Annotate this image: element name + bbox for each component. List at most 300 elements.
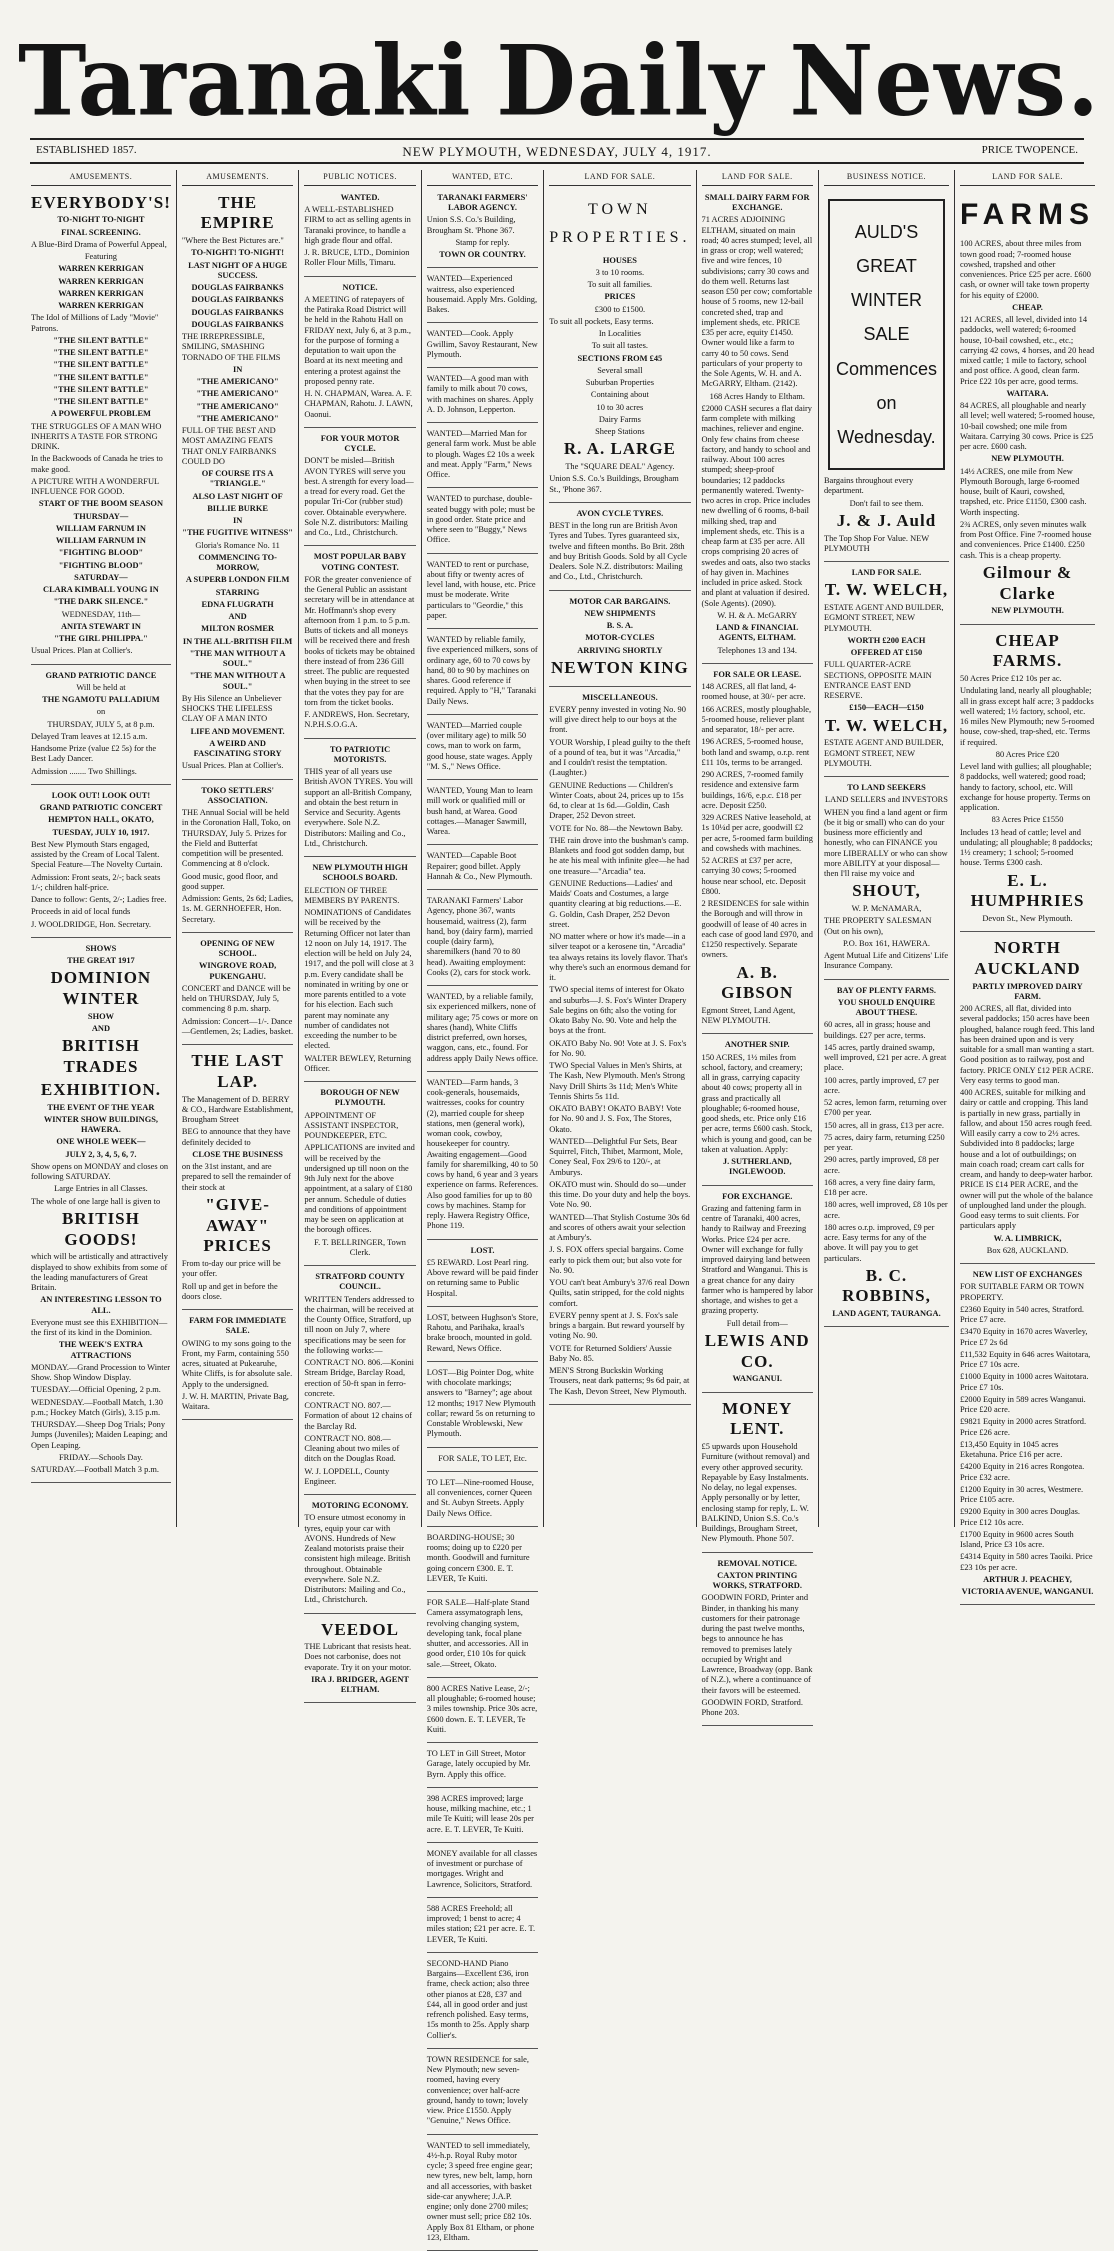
ad-line: Stamp for reply. xyxy=(427,238,538,248)
ad-line: GENUINE Reductions — Children's Winter Coats, about 24, prices up to 15s 6d, to clear at 1s 6d.—Goldin, Cash Draper, 252 Devon street. xyxy=(549,781,690,822)
ad-line: WANGANUI. xyxy=(702,1374,813,1384)
advertisement xyxy=(824,983,949,1328)
ad-line: £150—EACH—£150 xyxy=(824,703,949,713)
ad-line: MONEY LENT. xyxy=(702,1399,813,1440)
advertisement xyxy=(702,190,813,664)
ad-line: WANTED—Farm hands, 3 cook-generals, housemaids, waitresses, cooks for country (2), married couple for sheep stations, men (general work), woman cook, cowboy, housekeeper for country. Awaiting engagement—Good family for sharemilking, 40 to 50 cows by hand, 6 year and 3 years experience on farms. References. Also good families for up to 80 cows by machines. Stamp for reply. Hawera Registry Office, Phone 119. xyxy=(427,1078,538,1232)
ad-line: AVON CYCLE TYRES. xyxy=(549,509,690,519)
ad-line: 2 RESIDENCES for sale within the Borough and will throw in goodwill of lease of 40 acres in each case of good land £970, and £1250 respectively. Separate owners. xyxy=(702,899,813,961)
advertisement xyxy=(427,848,538,890)
ad-line: W. A. LIMBRICK, xyxy=(960,1234,1095,1244)
ad-line: OKATO BABY! OKATO BABY! Vote for No. 90 and J. S. Fox, The Stores, Okato. xyxy=(549,1104,690,1135)
ad-line: NO matter where or how it's made—in a silver teapot or a kerosene tin, "Arcadia" tea always retains its lovely flavor. That's why there's such an enormous demand for it. xyxy=(549,932,690,983)
advertisement xyxy=(427,1846,538,1898)
ad-line: The whole of one large hall is given to xyxy=(31,1197,171,1207)
advertisement xyxy=(427,1595,538,1678)
ad-line: TO-NIGHT TO-NIGHT xyxy=(31,215,171,225)
advertisement xyxy=(549,506,690,591)
ad-line: LOOK OUT! LOOK OUT! xyxy=(31,791,171,801)
ad-line: FRIDAY.—Schools Day. xyxy=(31,1453,171,1463)
ad-line: ONE WHOLE WEEK— xyxy=(31,1137,171,1147)
ad-line: YOU can't beat Ambury's 37/6 real Down Quilts, satin stripped, for the cold nights comfort. xyxy=(549,1278,690,1309)
ad-line: CHEAP FARMS. xyxy=(960,631,1095,672)
ad-line: THE PROPERTY SALESMAN (Out on his own), xyxy=(824,916,949,937)
advertisement xyxy=(427,1530,538,1592)
ad-line: 168 acres, a very fine dairy farm, £18 per acre. xyxy=(824,1178,949,1199)
ad-line: TO ensure utmost economy in tyres, equip your car with AVONS. Hundreds of New Zealand motorists praise their consistent high mileage. British throughout. Obtainable everywhere. Sole N.Z. Distributors: Mailing and Co., Ltd., Christchurch. xyxy=(304,1513,415,1605)
ad-line: OKATO must win. Should do so—under this time. Do your duty and help the boys. Vote No. 90. xyxy=(549,1180,690,1211)
ad-line: TARANAKI FARMERS' LABOR AGENCY. xyxy=(427,193,538,214)
ad-line: EVERY penny spent at J. S. Fox's sale brings a bargain. But reward yourself by voting No. 90. xyxy=(549,1311,690,1342)
ad-line: Featuring xyxy=(31,252,171,262)
ad-line: R. A. LARGE xyxy=(549,439,690,460)
ad-line: WILLIAM FARNUM IN xyxy=(31,524,171,534)
ad-line: 14½ ACRES, one mile from New Plymouth Borough, large 6-roomed house, built of Kauri, cowshed, trapshed, etc. Price £1150, £300 cash. Worth inspecting. xyxy=(960,467,1095,518)
advertisement xyxy=(31,941,171,1483)
ad-line: SHOW xyxy=(31,1012,171,1022)
ad-line: MOTOR-CYCLES xyxy=(549,633,690,643)
column-4 xyxy=(422,170,544,1527)
ad-line: MISCELLANEOUS. xyxy=(549,693,690,703)
ad-line: TUESDAY.—Official Opening, 2 p.m. xyxy=(31,1385,171,1395)
ad-line: W. P. McNAMARA, xyxy=(824,904,949,914)
ad-line: THE IRREPRESSIBLE, SMILING, SMASHING TORNADO OF THE FILMS xyxy=(182,332,293,363)
ad-line: Includes 13 head of cattle; level and undulating; all ploughable; 8 paddocks; 1½ creamery; 1 school; 5-roomed house. Terms £300 cash. xyxy=(960,828,1095,869)
ad-line: "THE SILENT BATTLE" xyxy=(31,336,171,346)
advertisement xyxy=(427,893,538,986)
ad-line: SHOUT, xyxy=(824,881,949,902)
ad-line: THURSDAY.—Sheep Dog Trials; Pony Jumps (Juveniles); Maiden Leaping; and Open Leaping. xyxy=(31,1420,171,1451)
ad-line: PROPERTIES. xyxy=(549,227,690,249)
ad-line: T. W. WELCH, xyxy=(824,716,949,737)
ad-line: GOODWIN FORD, Stratford. Phone 203. xyxy=(702,1698,813,1719)
ad-line: IN xyxy=(182,365,293,375)
advertisement xyxy=(31,668,171,785)
ad-line: THURSDAY, JULY 5, at 8 p.m. xyxy=(31,720,171,730)
column-7 xyxy=(819,170,955,1527)
ad-line: "THE SILENT BATTLE" xyxy=(31,348,171,358)
ad-line: A WELL-ESTABLISHED FIRM to act as selling agents in Taranaki province, to handle a high grade flour and offal. xyxy=(304,205,415,246)
ad-line: LAND FOR SALE. xyxy=(824,568,949,578)
ad-line: £4200 Equity in 216 acres Rongotea. Price £32 acre. xyxy=(960,1462,1095,1483)
ad-line: ESTATE AGENT AND BUILDER, EGMONT STREET, NEW PLYMOUTH. xyxy=(824,738,949,769)
sale-box xyxy=(828,199,945,470)
ad-line: A MEETING of ratepayers of the Patiraka Road District will be held in the Rahotu Hall on FRIDAY next, July 6, at 3 p.m., for the purpose of forming a deputation to wait upon the Board at its next meeting and entering a protest against the proposed penny rate. xyxy=(304,295,415,387)
column-heading: WANTED, ETC. xyxy=(427,170,538,186)
ad-line: LAND & FINANCIAL AGENTS, ELTHAM. xyxy=(702,623,813,644)
ad-line: WARREN KERRIGAN xyxy=(31,301,171,311)
ad-line: WANTED—Capable Boot Repairer; good billet. Apply Hannah & Co., New Plymouth. xyxy=(427,851,538,882)
ad-line: SATURDAY.—Football Match 3 p.m. xyxy=(31,1465,171,1475)
ad-line: THIS year of all years use British AVON TYRES. You will support an all-British Company, and obtain the best return in Service and Security. Agents everywhere. Sole N.Z. Distributors: Mailing and Co., Ltd., Christchurch. xyxy=(304,767,415,849)
ad-line: 145 acres, partly drained swamp, well improved, £21 per acre. A great place. xyxy=(824,1043,949,1074)
ad-line: SHOWS xyxy=(31,944,171,954)
ad-line: Admission: Gents, 2s 6d; Ladies, 1s. M. GERNHOEFER, Hon. Secretary. xyxy=(182,894,293,925)
ad-line: Admission ........ Two Shillings. xyxy=(31,767,171,777)
ad-line: £4314 Equity in 580 acres Taoiki. Price £23 10s per acre. xyxy=(960,1552,1095,1573)
ad-line: STARRING xyxy=(182,588,293,598)
ad-line: "FIGHTING BLOOD" xyxy=(31,561,171,571)
ad-line: START OF THE BOOM SEASON xyxy=(31,499,171,509)
ad-line: Dance to follow: Gents, 2/-; Ladies free. xyxy=(31,895,171,905)
ad-line: MOTOR CAR BARGAINS. xyxy=(549,597,690,607)
advertisement xyxy=(304,1085,415,1266)
ad-line: Several small xyxy=(549,366,690,376)
ad-line: F. ANDREWS, Hon. Secretary, N.P.H.S.O.G.A. xyxy=(304,710,415,731)
ad-line: EVERYBODY'S! xyxy=(31,193,171,214)
ad-line: WANTED. xyxy=(304,193,415,203)
ad-line: Admission: Front seats, 2/-; back seats 1/-; children half-price. xyxy=(31,873,171,894)
ad-line: WORTH £200 EACH xyxy=(824,636,949,646)
ad-line: 588 ACRES Freehold; all improved; 1 benst to acre; 4 miles station; £21 per acre. E. T. LEVER, Te Kuiti. xyxy=(427,1904,538,1945)
ad-line: ESTATE AGENT AND BUILDER, EGMONT STREET, NEW PLYMOUTH. xyxy=(824,603,949,634)
ad-line: VICTORIA AVENUE, WANGANUI. xyxy=(960,1587,1095,1597)
ad-line: CHEAP. xyxy=(960,303,1095,313)
ad-line: BOARDING-HOUSE; 30 rooms; doing up to £220 per month. Goodwill and furniture going concern £300. E. T. LEVER, Te Kuiti. xyxy=(427,1533,538,1584)
ad-line: STRATFORD COUNTY COUNCIL. xyxy=(304,1272,415,1293)
ad-line: FOR SALE OR LEASE. xyxy=(702,670,813,680)
ad-line: MONDAY.—Grand Procession to Winter Show. Shop Window Display. xyxy=(31,1363,171,1384)
advertisement xyxy=(182,1048,293,1310)
ad-line: WANTED to rent or purchase, about fifty or twenty acres of level land, with house, etc. Price must be moderate. Write particulars to "Geordie," this paper. xyxy=(427,560,538,622)
ad-line: WANTED—Cook. Apply Gwillim, Savoy Restaurant, New Plymouth. xyxy=(427,329,538,360)
advertisement xyxy=(427,1451,538,1472)
ad-line: VEEDOL xyxy=(304,1620,415,1641)
ad-line: GRAND PATRIOTIC CONCERT xyxy=(31,803,171,813)
ad-line: "GIVE-AWAY" PRICES xyxy=(182,1195,293,1257)
advertisement xyxy=(427,491,538,553)
column-heading: BUSINESS NOTICE. xyxy=(824,170,949,186)
ad-line: NORTH AUCKLAND xyxy=(960,938,1095,979)
ad-line: THE Lubricant that resists heat. Does not carbonise, does not evaporate. Try it on your motor. xyxy=(304,1642,415,1673)
ad-line: GOODWIN FORD, Printer and Binder, in thanking his many customers for their patronage during the past twelve months, begs to announce he has removed to premises lately occupied by Wright and Lawrence, Broadway (opp. Bank of N.Z.), where a continuance of their favors will be esteemed. xyxy=(702,1593,813,1696)
ad-line: 168 Acres Handy to Eltham. xyxy=(702,392,813,402)
ad-line: J. W. H. MARTIN, Private Bag, Waitara. xyxy=(182,1392,293,1413)
column-5 xyxy=(544,170,696,1527)
ad-line: TOWN RESIDENCE for sale, New Plymouth; new seven-roomed, having every convenience; over half-acre ground, handy to town; lovely view. Price £1550. Apply "Genuine," News Office. xyxy=(427,2055,538,2127)
ad-line: 196 ACRES, 5-roomed house, both land and swamp, o.r.p. rent £11 10s, terms to be arranged. xyxy=(702,737,813,768)
ad-line: "THE AMERICANO" xyxy=(182,414,293,424)
ad-line: THE rain drove into the bushman's camp. Blankets and food got sodden damp, but he ate his meal with infinite glee—he had one treasure—"Arcadia" tea. xyxy=(549,836,690,877)
ad-line: TO PATRIOTIC MOTORISTS. xyxy=(304,745,415,766)
ad-line: THE STRUGGLES OF A MAN WHO INHERITS A TASTE FOR STRONG DRINK. xyxy=(31,422,171,453)
ad-line: A WEIRD AND FASCINATING STORY xyxy=(182,739,293,760)
ad-line: WANTED to purchase, double-seated buggy with pole; must be in good order. State price and where seen to "Buggy," News Office. xyxy=(427,494,538,545)
ad-line: Egmont Street, Land Agent, NEW PLYMOUTH. xyxy=(702,1006,813,1027)
ad-line: 400 ACRES, suitable for milking and dairy or cattle and cropping. This land is partially in new grass, partially in fallow, and about 150 acres rough feed. Will easily carry a cow to 2½ acres. Subdivided into 8 paddocks; large house and a lot of outbuildings; on main coach road; cream cart calls for cream, and handy to deep-water harbor. PRICE IS £14 PER ACRE, and the owner will put the whole of the balance of unploughed land under the plough. Good easy terms to suit clients. For particulars apply xyxy=(960,1088,1095,1232)
ad-line: THE EMPIRE xyxy=(182,193,293,234)
advertisement xyxy=(824,780,949,979)
ad-line: LOST, between Hughson's Store, Rahotu, and Parihaka, kraal's brake brooch, mounted in gold. Reward, News Office. xyxy=(427,1313,538,1354)
ad-line: 148 ACRES, all flat land, 4-roomed house, at 30/- per acre. xyxy=(702,682,813,703)
ad-line: PARTLY IMPROVED DAIRY FARM. xyxy=(960,982,1095,1003)
ad-line: LOST—Big Pointer Dog, white with chocolate markings; answers to "Barney"; age about 12 months; 1917 New Plymouth collar; reward 5s on returning to Constable Wroblewski, New Plymouth. xyxy=(427,1368,538,1440)
ad-line: "THE SILENT BATTLE" xyxy=(31,385,171,395)
ad-line: AND xyxy=(182,612,293,622)
ad-line: "THE MAN WITHOUT A SOUL." xyxy=(182,671,293,692)
ad-line: To suit all pockets, Easy terms. xyxy=(549,317,690,327)
ad-line: In the Backwoods of Canada he tries to make good. xyxy=(31,454,171,475)
ad-line: 52 acres, lemon farm, returning over £700 per year. xyxy=(824,1098,949,1119)
ad-line: HEMPTON HALL, OKATO, xyxy=(31,815,171,825)
advertisement xyxy=(427,326,538,368)
column-heading: AMUSEMENTS. xyxy=(182,170,293,186)
ad-line: A POWERFUL PROBLEM xyxy=(31,409,171,419)
ad-line: SMALL DAIRY FARM FOR EXCHANGE. xyxy=(702,193,813,214)
ad-line: FULL QUARTER-ACRE SECTIONS, OPPOSITE MAIN ENTRANCE EAST END RESERVE. xyxy=(824,660,949,701)
ad-line: VOTE for No. 88—the Newtown Baby. xyxy=(549,824,690,834)
ad-line: Everyone must see this EXHIBITION—the first of its kind in the Dominion. xyxy=(31,1318,171,1339)
column-8 xyxy=(955,170,1100,1527)
ad-line: MOST POPULAR BABY VOTING CONTEST. xyxy=(304,552,415,573)
title-word-2: Daily xyxy=(496,33,764,130)
ad-line: Full detail from— xyxy=(702,1319,813,1329)
ad-line: TO-NIGHT! TO-NIGHT! xyxy=(182,248,293,258)
advertisement xyxy=(702,1189,813,1393)
ad-line: WANTED—Married couple (over military age) to milk 50 cows, man to work on farm, good house, state wages. Apply "M. S.," News Office. xyxy=(427,721,538,772)
ad-line: The "SQUARE DEAL" Agency. xyxy=(549,462,690,472)
ad-line: COMMENCING TO-MORROW, xyxy=(182,553,293,574)
ad-line: WRITTEN Tenders addressed to the chairman, will be received at the County Office, Stratford, up till noon on July 7, where specifications may be seen for the following works:— xyxy=(304,1295,415,1357)
advertisement xyxy=(549,690,690,1405)
dateline-bar xyxy=(30,138,1084,164)
advertisement xyxy=(427,426,538,488)
ad-line: 100 ACRES, about three miles from town good road; 7-roomed house cowshed, trapshed and other conveniences. Price £25 per acre. £600 cash, or owner will take town property for his equity of £2000. xyxy=(960,239,1095,301)
sale-box-line: AULD'S xyxy=(836,215,937,249)
ad-line: CONTRACT NO. 808.—Cleaning about two miles of ditch on the Douglas Road. xyxy=(304,1434,415,1465)
sale-box-line: SALE xyxy=(836,317,937,351)
ad-line: £1700 Equity in 9600 acres South Island, Price £3 10s acre. xyxy=(960,1530,1095,1551)
ad-line: Grazing and fattening farm in centre of Taranaki, 400 acres, handy to Railway and Freezing Works. Price £24 per acre. Owner will exchange for fully improved dairying land between Stratford and Wanganui. This is a great chance for any dairy farmer who is hampered by labor shortage, and wishes to get a grazing property. xyxy=(702,1204,813,1317)
ad-line: £2000 CASH secures a flat dairy farm complete with milking machines, reliever and engine. Only few chains from cheese factory, and handy to school and railway. About 100 acres stumped; sheep-proof boundaries; 12 paddocks permanently watered. Twenty-two acres in crop. Price includes new dwelling of 6 rooms, 8-bail milking shed, trap and implement sheds, etc. This is a cheap farm at £35 per acre. All crops comprising 20 acres of swedes and oats, also two stacks of hay given in. Machines included in price asked. Stock and plant at valuation if desired. (Sole Agents). (2090). xyxy=(702,404,813,609)
ad-line: EXHIBITION. xyxy=(31,1080,171,1101)
ad-line: "Where the Best Pictures are." xyxy=(182,236,293,246)
ad-line: 150 acres, all in grass, £13 per acre. xyxy=(824,1121,949,1131)
ad-line: TO LET in Gill Street, Motor Garage, lately occupied by Mr. Byrn. Apply this office. xyxy=(427,1749,538,1780)
ad-line: Will be held at xyxy=(31,683,171,693)
ad-line: Level land with gullies; all ploughable; 8 paddocks, well watered; good road; handy to factory, school, etc. Will exchange for house property. Terms on application. xyxy=(960,762,1095,813)
ad-line: THE GREAT 1917 xyxy=(31,956,171,966)
ad-line: FOR SALE, TO LET, Etc. xyxy=(427,1454,538,1464)
advertisement xyxy=(427,371,538,423)
ad-line: IRA J. BRIDGER, AGENT ELTHAM. xyxy=(304,1675,415,1696)
advertisement xyxy=(960,1267,1095,1605)
column-heading: AMUSEMENTS. xyxy=(31,170,171,186)
ad-line: P.O. Box 161, HAWERA. xyxy=(824,939,949,949)
ad-line: Delayed Tram leaves at 12.15 a.m. xyxy=(31,732,171,742)
ad-line: "THE SILENT BATTLE" xyxy=(31,397,171,407)
advertisement xyxy=(304,742,415,858)
advertisement xyxy=(824,565,949,777)
title-word-3: News. xyxy=(789,33,1100,130)
ad-line: OFFERED AT £150 xyxy=(824,648,949,658)
ad-line: Show opens on MONDAY and closes on following SATURDAY. xyxy=(31,1162,171,1183)
ad-line: A SUPERB LONDON FILM xyxy=(182,575,293,585)
ad-line: 83 Acres Price £1550 xyxy=(960,815,1095,825)
ad-line: A. B. GIBSON xyxy=(702,963,813,1004)
advertisement xyxy=(427,632,538,715)
column-3 xyxy=(299,170,421,1527)
ad-line: FARM FOR IMMEDIATE SALE. xyxy=(182,1316,293,1337)
ad-line: THE NGAMOTU PALLADIUM xyxy=(31,695,171,705)
sale-box-line: on Wednesday. xyxy=(836,386,937,454)
ad-line: 50 Acres Price £12 10s per ac. xyxy=(960,674,1095,684)
advertisement xyxy=(427,1681,538,1743)
ad-line: J. R. BRUCE, LTD., Dominion Roller Flour Mills, Timaru. xyxy=(304,248,415,269)
column-heading: LAND FOR SALE. xyxy=(549,170,690,186)
ad-line: Gloria's Romance No. 11 xyxy=(182,541,293,551)
ad-line: IN THE ALL-BRITISH FILM xyxy=(182,637,293,647)
ad-line: FOR YOUR MOTOR CYCLE. xyxy=(304,434,415,455)
ad-line: 290 acres, partly improved, £8 per acre. xyxy=(824,1155,949,1176)
ad-line: ARRIVING SHORTLY xyxy=(549,646,690,656)
ad-line: MOTORING ECONOMY. xyxy=(304,1501,415,1511)
advertisement xyxy=(304,1498,415,1614)
established-text: ESTABLISHED 1857. xyxy=(36,144,137,156)
ad-line: OKATO Baby No. 90! Vote at J. S. Fox's for No. 90. xyxy=(549,1039,690,1060)
ad-line: 10 to 30 acres xyxy=(549,403,690,413)
ad-line: To suit all families. xyxy=(549,280,690,290)
advertisement xyxy=(304,860,415,1082)
ad-line: Proceeds in aid of local funds xyxy=(31,907,171,917)
ad-line: £9200 Equity in 300 acres Douglas. Price £12 10s acre. xyxy=(960,1507,1095,1528)
ad-line: 180 acres o.r.p. improved, £9 per acre. Easy terms for any of the above. It will pay you to get particulars. xyxy=(824,1223,949,1264)
ad-line: LIFE AND MOVEMENT. xyxy=(182,727,293,737)
ad-line: TO LET—Nine-roomed House, all conveniences, corner Queen and St. Aubyn Streets. Apply Daily News Office. xyxy=(427,1478,538,1519)
ad-line: FULL OF THE BEST AND MOST AMAZING FEATS THAT ONLY FAIRBANKS COULD DO xyxy=(182,426,293,467)
ad-line: ALSO LAST NIGHT OF xyxy=(182,492,293,502)
ad-line: Best New Plymouth Stars engaged, assisted by the Cream of Local Talent. Special Feature—The Novelty Curtain. xyxy=(31,840,171,871)
ad-line: Don't fail to see them. xyxy=(824,499,949,509)
sale-box-line: WINTER xyxy=(836,283,937,317)
ad-line: 329 ACRES Native leasehold, at 1s 10¼d per acre, goodwill £2 per acre, 5-roomed farm building and cowsheds with machines. xyxy=(702,813,813,854)
ad-line: AND xyxy=(31,1024,171,1034)
ad-line: WEDNESDAY.—Football Match, 1.30 p.m.; Hockey Match (Girls), 3.15 p.m. xyxy=(31,1398,171,1419)
ad-line: FOR the greater convenience of the General Public an assistant secretary will be in attendance at Mr. Hoffmann's shop every afternoon from 1 p.m. to 5 p.m. Butts of tickets and all moneys will be received there and fresh books of tickets may be obtained there instead of from 236 Gill street. The public are requested when buying in the street to see that the votes they pay for are torn from the ticket books. xyxy=(304,575,415,708)
ad-line: AN INTERESTING LESSON TO ALL. xyxy=(31,1295,171,1316)
ad-line: 150 ACRES, 1½ miles from school, factory, and creamery; all in grass, carrying capacity about 40 cows; property all in grass and practically all ploughable; 6-roomed house, good sheds, etc. Price only £16 per acre, terms £600 cash. Stock, which is young and good, can be taken at valuation. Apply: xyxy=(702,1053,813,1156)
ad-line: EDNA FLUGRATH xyxy=(182,600,293,610)
ad-line: FOR EXCHANGE. xyxy=(702,1192,813,1202)
ad-line: NEW PLYMOUTH. xyxy=(960,606,1095,616)
ad-line: OWING to my sons going to the Front, my Farm, containing 550 acres, situated at Pukearuhe, White Cliffs, is for absolute sale. Apply to the undersigned. xyxy=(182,1339,293,1390)
advertisement xyxy=(427,783,538,845)
ad-line: FOR SUITABLE FARM OR TOWN PROPERTY. xyxy=(960,1282,1095,1303)
ad-line: on xyxy=(31,707,171,717)
ad-line: WINTER SHOW BUILDINGS, HAWERA. xyxy=(31,1115,171,1136)
ad-line: "THE AMERICANO" xyxy=(182,402,293,412)
ad-line: MEN'S Strong Buckskin Working Trousers, neat dark patterns; 9s 6d pair, at The Kash, Devon Street, New Plymouth. xyxy=(549,1366,690,1397)
ad-line: "THE SILENT BATTLE" xyxy=(31,373,171,383)
advertisement xyxy=(304,549,415,738)
ad-line: WINGROVE ROAD, PUKENGAHU. xyxy=(182,961,293,982)
advertisement xyxy=(960,935,1095,1264)
ad-line: 75 acres, dairy farm, returning £250 per year. xyxy=(824,1133,949,1154)
ad-line: EVERY penny invested in voting No. 90 will give direct help to our boys at the front. xyxy=(549,705,690,736)
price-text: PRICE TWOPENCE. xyxy=(982,144,1078,156)
ad-line: "THE GIRL PHILIPPA." xyxy=(31,634,171,644)
ad-line: Agent Mutual Life and Citizens' Life Insurance Company. xyxy=(824,951,949,972)
ad-line: 80 Acres Price £20 xyxy=(960,750,1095,760)
ad-line: WARREN KERRIGAN xyxy=(31,277,171,287)
column-heading: LAND FOR SALE. xyxy=(960,170,1095,186)
ad-line: TO LAND SEEKERS xyxy=(824,783,949,793)
ad-line: MILTON ROSMER xyxy=(182,624,293,634)
ad-line: From to-day our price will be your offer. xyxy=(182,1259,293,1280)
ad-line: Good music, good floor, and good supper. xyxy=(182,872,293,893)
advertisement xyxy=(427,271,538,323)
ad-line: 800 ACRES Native Lease, 2/-; all ploughable; 6-roomed house; 3 miles township. Price 30s acre, £600 down. E. T. LEVER, Te Kuiti. xyxy=(427,1684,538,1735)
newspaper-title xyxy=(18,22,1100,127)
ad-line: CONTRACT NO. 807.—Formation of about 12 chains of the Barclay Rd. xyxy=(304,1401,415,1432)
ad-line: W. H. & A. McGARRY xyxy=(702,611,813,621)
ad-line: BRITISH GOODS! xyxy=(31,1209,171,1250)
ad-line: on the 31st instant, and are prepared to sell the remainder of their stock at xyxy=(182,1162,293,1193)
ad-line: WANTED—Experienced waitress, also experienced housemaid. Apply Mrs. Golding, Bakes. xyxy=(427,274,538,315)
ad-line: THE LAST LAP. xyxy=(182,1051,293,1092)
advertisement xyxy=(182,783,293,933)
ad-line: NOTICE. xyxy=(304,283,415,293)
ad-line: £2360 Equity in 540 acres, Stratford. Price £7 acre. xyxy=(960,1305,1095,1326)
ad-line: LAST NIGHT OF A HUGE SUCCESS. xyxy=(182,261,293,282)
ad-line: "FIGHTING BLOOD" xyxy=(31,548,171,558)
column-1 xyxy=(26,170,177,1527)
ad-line: Sheep Stations xyxy=(549,427,690,437)
column-heading: LAND FOR SALE. xyxy=(702,170,813,186)
advertisement xyxy=(304,1269,415,1495)
ad-line: TARANAKI Farmers' Labor Agency, phone 367, wants housemaid, waitress (2), farm hand, boy (dairy farm), married couple (dairy farm), sharemilkers (hand 70 to 80 head). Awaiting employment: Cooks (2), cars for stock work. xyxy=(427,896,538,978)
column-2 xyxy=(177,170,299,1527)
ad-line: "THE DARK SILENCE." xyxy=(31,597,171,607)
advertisement xyxy=(702,667,813,1035)
ad-line: BRITISH TRADES xyxy=(31,1036,171,1077)
ad-line: YOU SHOULD ENQUIRE ABOUT THESE. xyxy=(824,998,949,1019)
ad-line: WARREN KERRIGAN xyxy=(31,264,171,274)
ad-line: 71 ACRES ADJOINING ELTHAM, situated on main road; 40 acres stumped; level, all in grass or crop; well watered; five and wire fences, 10 subdivisions; carry 30 cows and do them well. Returns last season £50 per cow; comfortable house of 5 rooms, new 12-bail concreted shed, trap and implement sheds, etc. PRICE £35 per acre, equity £1450. Owner would like a farm to carry 40 to 50 cows. Send particulars of your property to the Sole Agents, W. H. and A. McGARRY, Eltham. (2142). xyxy=(702,215,813,389)
ad-line: ANITA STEWART IN xyxy=(31,622,171,632)
ad-line: WANTED by reliable family, five experienced milkers, sons of ordinary age, 60 to 70 cows by hand, 80 to 90 by machines on shares. Good reference if required. Apply to "H," Taranaki Daily News. xyxy=(427,635,538,707)
ad-line: OF COURSE ITS A "TRIANGLE." xyxy=(182,469,293,490)
ad-line: Box 628, AUCKLAND. xyxy=(960,1246,1095,1256)
ad-line: TOKO SETTLERS' ASSOCIATION. xyxy=(182,786,293,807)
ad-line: T. W. WELCH, xyxy=(824,580,949,601)
ad-line: NEW PLYMOUTH HIGH SCHOOLS BOARD. xyxy=(304,863,415,884)
ad-line: BAY OF PLENTY FARMS. xyxy=(824,986,949,996)
advertisement xyxy=(182,1313,293,1420)
ad-line: "THE AMERICANO" xyxy=(182,377,293,387)
ad-line: PRICES xyxy=(549,292,690,302)
ad-line: By His Silence an Unbeliever SHOCKS THE LIFELESS CLAY OF A MAN INTO xyxy=(182,694,293,725)
ad-line: CONCERT and DANCE will be held on THURSDAY, July 5, commencing 8 p.m. sharp. xyxy=(182,984,293,1015)
advertisement xyxy=(427,1901,538,1953)
ad-line: The Management of D. BERRY & CO., Hardware Establishment, Brougham Street xyxy=(182,1095,293,1126)
dateline-text: NEW PLYMOUTH, WEDNESDAY, JULY 4, 1917. xyxy=(30,144,1084,160)
advertisement xyxy=(702,1037,813,1185)
ad-line: Gilmour & Clarke xyxy=(960,563,1095,604)
advertisement xyxy=(702,1396,813,1553)
ad-line: H. N. CHAPMAN, Warea. A. F. CHAPMAN, Rahotu. J. LAWN, Oaonui. xyxy=(304,389,415,420)
ad-line: ANOTHER SNIP. xyxy=(702,1040,813,1050)
ad-line: THE WEEK'S EXTRA ATTRACTIONS xyxy=(31,1340,171,1361)
ad-line: "THE AMERICANO" xyxy=(182,389,293,399)
advertisement xyxy=(702,1556,813,1727)
ad-line: FOR SALE—Half-plate Stand Camera assymatograph lens, revolving changing system, developing tank, focal plane shutter, and accessories. All in good order, £10 10s for quick sale.—Street, Okato. xyxy=(427,1598,538,1670)
ad-line: SECTIONS FROM £45 xyxy=(549,354,690,364)
ad-line: APPLICATIONS are invited and will be received by the undersigned up till noon on the 9th July next for the above appointment, at a salary of £180 per annum. Schedule of duties and conditions of appointment may be seen on application at the borough offices. xyxy=(304,1143,415,1235)
ad-line: WANTED—Delightful Fur Sets, Bear Squirrel, Fitch, Thibet, Marmont, Mole, Coney Seal, Fox 29/6 to 120/-, at Amburys. xyxy=(549,1137,690,1178)
ad-line: SATURDAY— xyxy=(31,573,171,583)
ad-line: Devon St., New Plymouth. xyxy=(960,914,1095,924)
